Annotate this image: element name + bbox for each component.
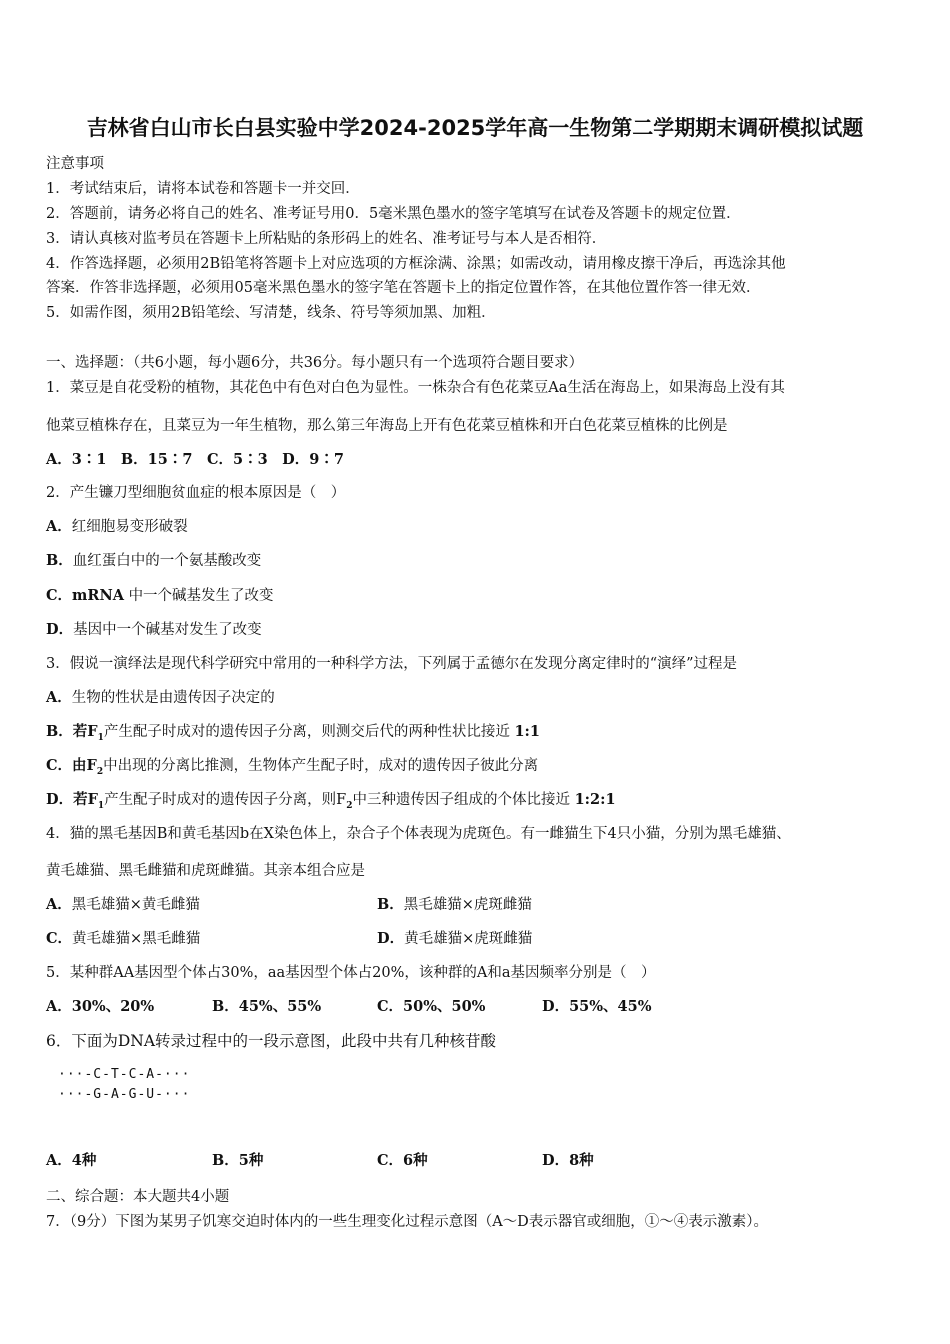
question-1-options: A．3∶1 B．15∶7 C．5∶3 D．9∶7 [46, 451, 344, 468]
notice-item: 答案．作答非选择题，必须用05毫米黑色墨水的签字笔在答题卡上的指定位置作答，在其他位置作答一律无效． [46, 280, 761, 296]
question-4-option-b: B．黑毛雄猫×虎斑雌猫 [377, 896, 532, 913]
question-2-option-d: D．基因中一个碱基对发生了改变 [46, 621, 262, 638]
question-6-option-c: C．6种 [377, 1152, 428, 1169]
notice-heading: 注意事项 [46, 156, 104, 172]
section-heading: 一、选择题：（共6小题，每小题6分，共36分。每小题只有一个选项符合题目要求） [46, 355, 584, 371]
question-3-option-a: A．生物的性状是由遗传因子决定的 [46, 689, 275, 706]
question-7-stem: 7．（9分）下图为某男子饥寒交迫时体内的一些生理变化过程示意图（A～D表示器官或细胞，①～④表示激素）。 [46, 1214, 769, 1230]
question-4-stem-cont: 黄毛雄猫、黑毛雌猫和虎斑雌猫。其亲本组合应是 [46, 863, 365, 879]
question-6-stem: 6．下面为DNA转录过程中的一段示意图，此段中共有几种核苷酸 [46, 1032, 497, 1050]
notice-item: 4．作答选择题，必须用2B铅笔将答题卡上对应选项的方框涂满、涂黑；如需改动，请用橡皮擦干净后，再选涂其他 [46, 256, 786, 272]
question-5-stem: 5．某种群AA基因型个体占30%，aa基因型个体占20%，该种群的A和a基因频率分别是（ ） [46, 965, 656, 981]
question-3-stem: 3．假说一演绎法是现代科学研究中常用的一种科学方法，下列属于孟德尔在发现分离定律时的“演绎”过程是 [46, 656, 738, 672]
question-6-option-b: B．5种 [212, 1152, 264, 1169]
question-5-option-a: A．30%、20% [46, 998, 155, 1015]
question-4-option-a: A．黑毛雄猫×黄毛雌猫 [46, 896, 200, 913]
notice-item: 1．考试结束后，请将本试卷和答题卡一并交回． [46, 181, 360, 197]
question-2-option-a: A．红细胞易变形破裂 [46, 518, 188, 535]
question-5-option-c: C．50%、50% [377, 998, 486, 1015]
dna-strand-sequence: ···-C-T-C-A-··· [58, 1067, 191, 1082]
page-title: 吉林省白山市长白县实验中学2024-2025学年高一生物第二学期期末调研模拟试题 [86, 116, 864, 140]
question-4-stem: 4．猫的黑毛基因B和黄毛基因b在X染色体上，杂合子个体表现为虎斑色。有一雌猫生下4只小猫，分别为黑毛雄猫、 [46, 826, 791, 842]
question-5-option-d: D．55%、45% [542, 998, 652, 1015]
question-2-stem: 2．产生镰刀型细胞贫血症的根本原因是（ ） [46, 485, 346, 501]
question-3-option-d: D．若$F_1$产生配子时成对的遗传因子分离，则$F_2$中三种遗传因子组成的个体比接近 1:2:1 [46, 791, 616, 811]
rna-strand-sequence: ···-G-A-G-U-··· [58, 1087, 191, 1102]
notice-item: 5．如需作图，须用2B铅笔绘、写清楚，线条、符号等须加黑、加粗． [46, 305, 496, 321]
question-6-option-d: D．8种 [542, 1152, 594, 1169]
notice-item: 3．请认真核对监考员在答题卡上所粘贴的条形码上的姓名、准考证号与本人是否相符． [46, 231, 607, 247]
notice-item: 2．答题前，请务必将自己的姓名、准考证号用0．5毫米黑色墨水的签字笔填写在试卷及答题卡的规定位置． [46, 206, 741, 222]
question-1-stem: 1．菜豆是自花受粉的植物，其花色中有色对白色为显性。一株杂合有色花菜豆Aa生活在海岛上，如果海岛上没有其 [46, 380, 785, 396]
question-3-option-c: C．由$F_2$中出现的分离比推测，生物体产生配子时，成对的遗传因子彼此分离 [46, 757, 539, 777]
question-4-option-c: C．黄毛雄猫×黑毛雌猫 [46, 930, 201, 947]
question-5-option-b: B．45%、55% [212, 998, 322, 1015]
question-2-option-c: C．mRNA 中一个碱基发生了改变 [46, 587, 274, 604]
question-6-option-a: A．4种 [46, 1152, 97, 1169]
question-1-stem-cont: 他菜豆植株存在，且菜豆为一年生植物，那么第三年海岛上开有色花菜豆植株和开白色花菜豆植株的比例是 [46, 418, 728, 434]
section-heading-2: 二、综合题：本大题共4小题 [46, 1189, 230, 1205]
question-2-option-b: B．血红蛋白中的一个氨基酸改变 [46, 552, 262, 569]
question-3-option-b: B．若$F_1$产生配子时成对的遗传因子分离，则测交后代的两种性状比接近 1:1 [46, 723, 540, 743]
question-4-option-d: D．黄毛雄猫×虎斑雌猫 [377, 930, 533, 947]
